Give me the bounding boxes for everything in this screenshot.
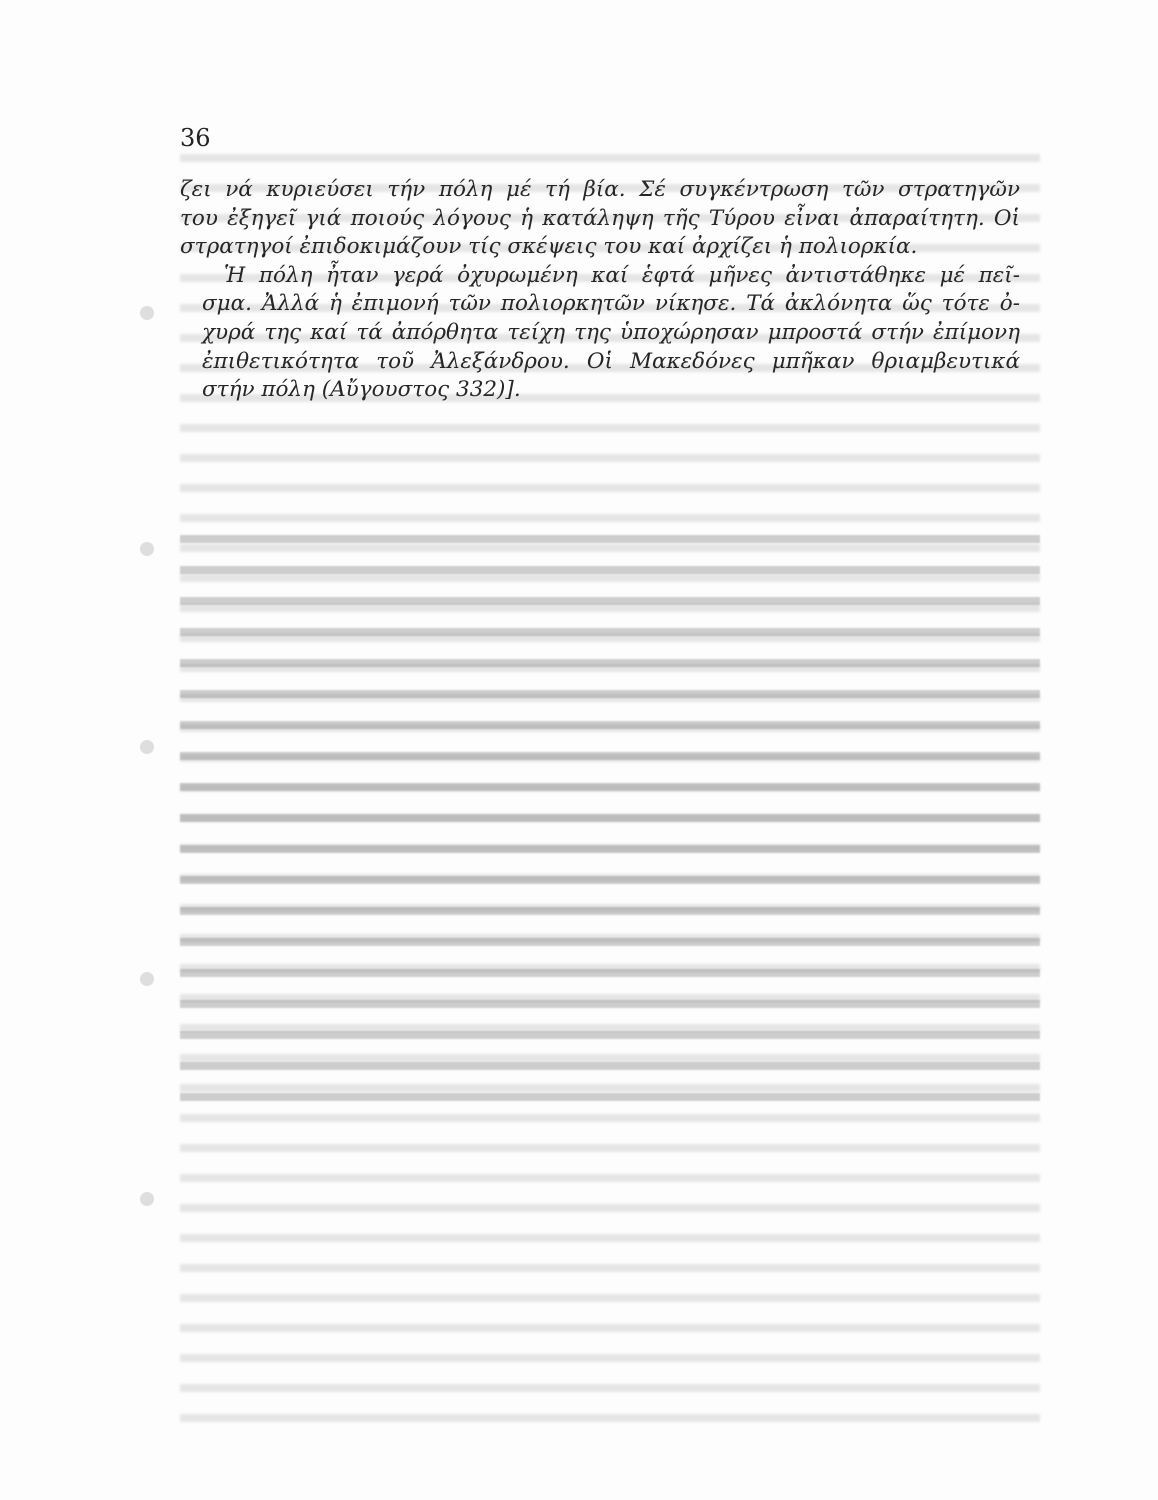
text-line: χυρά της καί τά ἀπόρθητα τείχη της ὑποχώρησαν μπροστά στήν ἐπίμονη [202, 319, 1020, 345]
text-line: του ἐξηγεῖ γιά ποιούς λόγους ἡ κατάληψη τῆς Τύρου εἶναι ἀπαραίτητη. Οἱ [180, 205, 1020, 231]
text-line: ζει νά κυριεύσει τήν πόλη μέ τή βία. Σέ συγκέντρωση τῶν στρατηγῶν [180, 177, 1020, 202]
text-line: στρατηγοί ἐπιδοκιμάζουν τίς σκέψεις του καί ἀρχίζει ἡ πολιορκία. [180, 234, 918, 260]
paragraph-2 [180, 262, 1020, 405]
text-line: ἐπιθετικότητα τοῦ Ἀλεξάνδρου. Οἱ Μακεδόνες μπῆκαν θριαμβευτικά [202, 348, 1020, 374]
body-text [180, 176, 1020, 405]
margin-mark [140, 306, 154, 320]
margin-mark [140, 1192, 154, 1206]
text-line: σμα. Ἀλλά ἡ ἐπιμονή τῶν πολιορκητῶν νίκησε. Τά ἀκλόνητα ὥς τότε ὀ- [202, 291, 1020, 317]
margin-mark [140, 740, 154, 754]
paragraph-1 [180, 176, 1020, 262]
text-line: Ἡ πόλη ἦταν γερά ὀχυρωμένη καί ἑφτά μῆνες ἀντιστάθηκε μέ πεῖ- [224, 262, 1020, 288]
text-line: στήν πόλη (Αὔγουστος 332)]. [202, 377, 521, 403]
margin-mark [140, 542, 154, 556]
margin-mark [140, 972, 154, 986]
reverse-side-show-through-dense [180, 520, 1040, 1120]
page-number: 36 [180, 124, 211, 152]
